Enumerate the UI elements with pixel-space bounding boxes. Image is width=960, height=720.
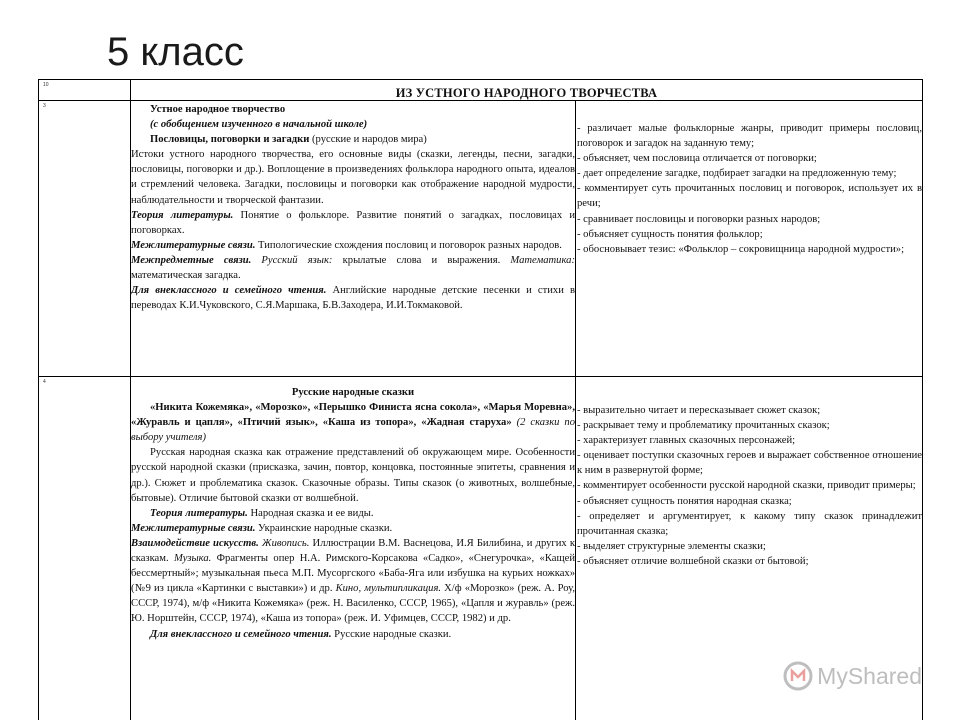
topic-description: Русская народная сказка как отражение представлений об окружающем мире. Особенности русской народной сказки (присказка, зачин, повтор, концовка, постоянные эпитеты, сравнения и др.). Сюжет и проблематика сказок. Сказочные образы. Типы сказок (о животных, волшебные, бытовые). Отличие бытовой сказки от волшебной. (131, 447, 575, 504)
row-1-outcomes: - различает малые фольклорные жанры, приводит примеры пословиц, поговорок и загадок на заданную тему; - объясняет, чем пословица отличается от поговорки; - дает определение загадке, подбирает загадки на предложенную тему; - комментирует суть прочитанных пословиц и поговорок, использует их в речи; - сравнивает пословицы и поговорки разных народов; - объясняет сущность понятия фольклор; - обосновывает тезис: «Фольклор – сокровищница народной мудрости»; (577, 123, 922, 255)
column-divider (575, 101, 576, 720)
extra-reading-text: Английские народные детские песенки и стихи в переводах К.И.Чуковского, С.Я.Маршака, Б.В.Заходера, И.И.Токмаковой. (131, 285, 575, 312)
topic-works-note: (2 сказки по выбору учителя) (131, 417, 575, 444)
section-number: 10 (43, 82, 49, 88)
intersubj-text: крылатые слова и выражения. (332, 254, 501, 266)
extra-reading-label: Для внеклассного и семейного чтения. (150, 628, 332, 640)
watermark (783, 658, 922, 694)
myshared-logo-icon (783, 661, 813, 691)
row-divider (39, 376, 922, 377)
theory-label: Теория литературы. (150, 507, 248, 519)
row-1-content (131, 102, 575, 313)
topic-title: Устное народное творчество (150, 104, 286, 115)
theory-text: Народная сказка и ее виды. (247, 507, 374, 519)
row-2-content (131, 385, 575, 642)
interlit-text: Типологические схождения пословиц и поговорок разных народов. (255, 239, 562, 251)
topic-subtitle: (с обобщением изученного в начальной школе) (150, 119, 368, 131)
extra-reading-label: Для внеклассного и семейного чтения. (131, 285, 327, 297)
intersubj-label: Межпредметные связи. (131, 254, 252, 266)
intersubj-subject: Математика: (510, 254, 575, 266)
row-number: 3 (43, 103, 46, 109)
arts-music-label: Музыка. (168, 553, 212, 565)
curriculum-table (38, 79, 923, 720)
intersubj-text: математическая загадка. (131, 270, 241, 282)
theory-text: Понятие о фольклоре. Развитие понятий о загадках, пословицах и поговорках. (131, 209, 575, 236)
arts-label: Взаимодействие искусств. (131, 537, 259, 549)
arts-cinema-label: Кино, мультипликация. (332, 583, 442, 595)
watermark-text: MyShared (817, 662, 922, 689)
topic-works: «Никита Кожемяка», «Морозко», «Перышко Финиста ясна сокола», «Марья Моревна», «Журавль и цапля», «Птичий язык», «Каша из топора», «Жадная старуха» (131, 402, 575, 429)
intersubj-subject: Русский язык: (251, 254, 333, 266)
arts-painting-text: Иллюстрации В.М. Васнецова, И.Я Билибина, и других к сказкам. (131, 537, 575, 565)
interlit-label: Межлитературные связи. (131, 522, 256, 534)
row-2-outcomes: - выразительно читает и пересказывает сюжет сказок; - раскрывает тему и проблематику прочитанных сказок; - характеризует главных сказочных персонажей; - оценивает поступки сказочных героев и выражает собственное отношение к ним в развернутой форме; - комментирует особенности русской народной сказки, приводит примеры; - объясняет сущность понятия народная сказка; - определяет и аргументирует, к какому типу сказок принадлежит прочитанная сказка; - выделяет структурные элементы сказки; - объясняет отличие волшебной сказки от бытовой; (577, 405, 922, 567)
subtopic-title: Пословицы, поговорки и загадки (150, 134, 310, 146)
topic-title: Русские народные сказки (291, 387, 415, 398)
interlit-label: Межлитературные связи. (131, 239, 256, 251)
row-number: 4 (43, 379, 46, 385)
slide-title: 5 класс (107, 30, 244, 74)
interlit-text: Украинские народные сказки. (255, 522, 393, 534)
theory-label: Теория литературы. (131, 209, 234, 221)
arts-painting-label: Живопись. (258, 537, 310, 549)
arts-cinema-text: Х/ф «Морозко» (реж. А. Роу, СССР, 1974), м/ф «Никита Кожемяка» (реж. Н. Василенко, СССР, 1965), «Цапля и журавль» (реж. Ю. Норштейн, СССР, 1974), «Каша из топора» (реж. И. Уфимцев, СССР, 1982) и др. (131, 583, 575, 625)
extra-reading-text: Русские народные сказки. (331, 628, 452, 640)
topic-description: Истоки устного народного творчества, его основные виды (сказки, легенды, песни, загадки, пословицы, поговорки и др.). Воплощение в произведениях фольклора народного опыта, идеалов и стремлений человека. Загадки, пословицы и поговорки как отображение народной мудрости, наблюдательности и творческой фантазии. (131, 149, 575, 206)
arts-music-text: Фрагменты опер Н.А. Римского-Корсакова «Садко», «Снегурочка», «Кащей бессмертный»; музыкальная пьеса М.П. Мусоргского «Баба-Яга или избушка на курьих ножках» (№9 из цикла «Картинки с выставки») и др. (131, 553, 576, 595)
subtopic-note: (русские и народов мира) (309, 134, 427, 146)
section-title: ИЗ УСТНОГО НАРОДНОГО ТВОРЧЕСТВА (395, 86, 658, 100)
